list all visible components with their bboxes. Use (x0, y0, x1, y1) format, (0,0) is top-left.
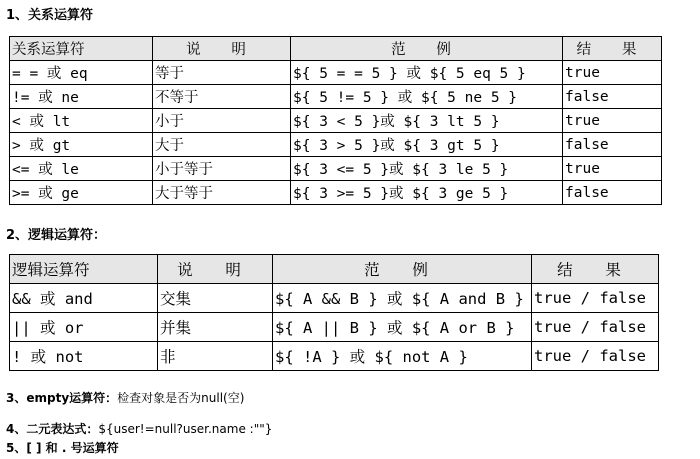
example-cell: ${ 5 = = 5 } 或 ${ 5 eq 5 } (291, 61, 563, 85)
section1-title: 1、关系运算符 (6, 8, 94, 23)
result-cell: true (563, 157, 662, 181)
description-cell: 交集 (158, 284, 273, 313)
description-cell: 不等于 (153, 85, 291, 109)
table-row (10, 181, 662, 205)
table-row (10, 157, 662, 181)
logical-operators-table (9, 254, 659, 371)
ternary-expression-text: ${user!=null?user.name :""} (98, 422, 273, 436)
operator-cell: || 或 or (10, 313, 158, 342)
description-cell: 并集 (158, 313, 273, 342)
result-cell: false (563, 181, 662, 205)
example-cell: ${ A || B } 或 ${ A or B } (273, 313, 532, 342)
header-operator: 关系运算符 (10, 37, 153, 61)
table-header-row (10, 37, 662, 61)
header-operator: 逻辑运算符 (10, 255, 158, 284)
example-cell: ${ 3 > 5 }或 ${ 3 gt 5 } (291, 133, 563, 157)
header-example: 范 例 (273, 255, 532, 284)
header-description: 说 明 (153, 37, 291, 61)
table-row (10, 133, 662, 157)
description-cell: 非 (158, 342, 273, 371)
table-row (10, 61, 662, 85)
operator-cell: != 或 ne (10, 85, 153, 109)
result-cell: true (563, 109, 662, 133)
description-cell: 等于 (153, 61, 291, 85)
description-cell: 小于 (153, 109, 291, 133)
table-row (10, 342, 659, 371)
example-cell: ${ A && B } 或 ${ A and B } (273, 284, 532, 313)
result-cell: true / false (532, 313, 659, 342)
table-row (10, 284, 659, 313)
description-cell: 大于等于 (153, 181, 291, 205)
operator-cell: > 或 gt (10, 133, 153, 157)
bracket-dot-operator-note (6, 439, 119, 456)
operator-cell: >= 或 ge (10, 181, 153, 205)
empty-operator-text: 检查对象是否为null(空) (117, 391, 245, 405)
result-cell: false (563, 85, 662, 109)
operator-cell: && 或 and (10, 284, 158, 313)
ternary-expression-label: 4、二元表达式： (6, 422, 99, 436)
example-cell: ${ 3 < 5 }或 ${ 3 lt 5 } (291, 109, 563, 133)
description-cell: 小于等于 (153, 157, 291, 181)
example-cell: ${ 3 <= 5 }或 ${ 3 le 5 } (291, 157, 563, 181)
empty-operator-label: 3、empty运算符： (6, 391, 118, 405)
empty-operator-note (6, 389, 244, 406)
table-row (10, 109, 662, 133)
result-cell: false (563, 133, 662, 157)
operator-cell: = = 或 eq (10, 61, 153, 85)
table-row (10, 85, 662, 109)
table-row (10, 313, 659, 342)
header-result: 结 果 (563, 37, 662, 61)
operator-cell: < 或 lt (10, 109, 153, 133)
example-cell: ${ 5 != 5 } 或 ${ 5 ne 5 } (291, 85, 563, 109)
table-header-row (10, 255, 659, 284)
example-cell: ${ !A } 或 ${ not A } (273, 342, 532, 371)
ternary-expression-note (6, 420, 272, 437)
result-cell: true (563, 61, 662, 85)
operator-cell: ! 或 not (10, 342, 158, 371)
description-cell: 大于 (153, 133, 291, 157)
bracket-dot-operator-label: 5、[ ] 和 . 号运算符 (6, 441, 119, 455)
header-result: 结 果 (532, 255, 659, 284)
example-cell: ${ 3 >= 5 }或 ${ 3 ge 5 } (291, 181, 563, 205)
relational-operators-table (9, 36, 662, 205)
header-example: 范 例 (291, 37, 563, 61)
section2-title: 2、逻辑运算符： (6, 228, 107, 243)
operator-cell: <= 或 le (10, 157, 153, 181)
result-cell: true / false (532, 284, 659, 313)
header-description: 说 明 (158, 255, 273, 284)
result-cell: true / false (532, 342, 659, 371)
